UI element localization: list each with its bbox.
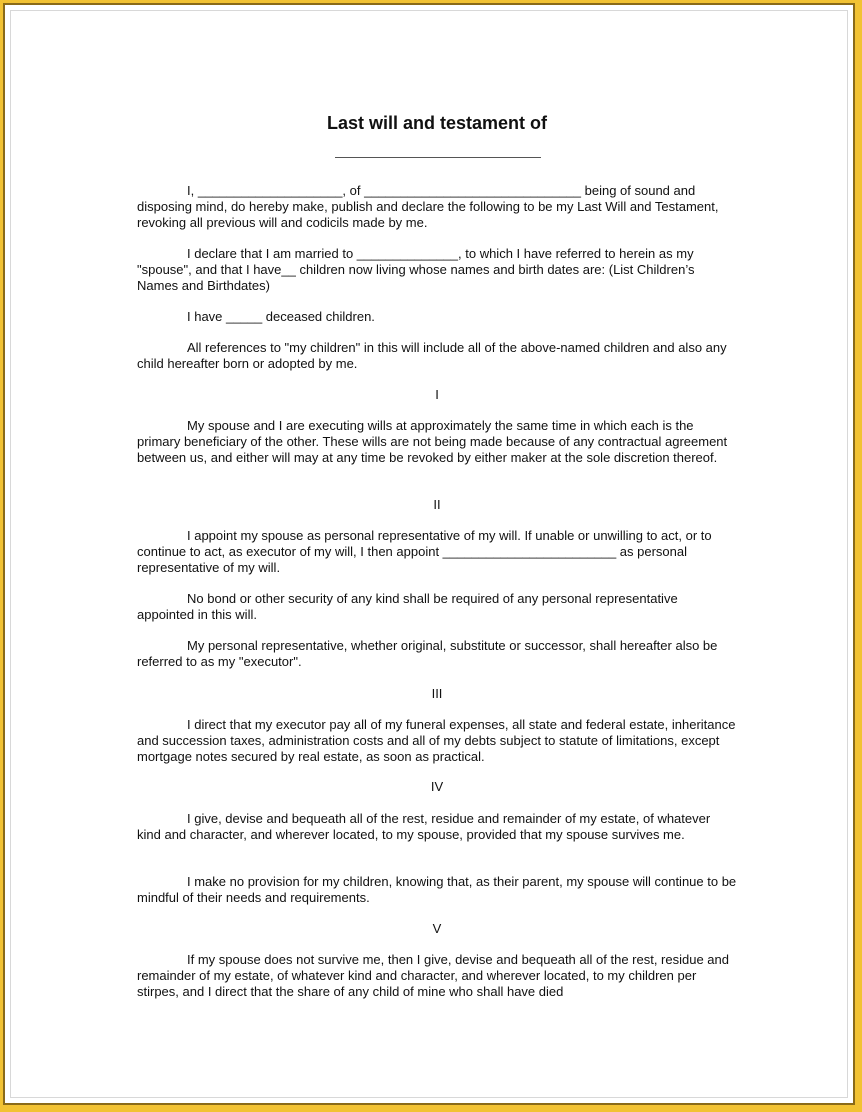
paragraph-bequest-spouse: I give, devise and bequeath all of the rest, residue and remainder of my estate, of whatever kind and character, and wherever located, to my spouse, provided that my spouse survives me. [137,811,711,842]
paragraph-executor-definition: My personal representative, whether original, substitute or successor, shall hereafter also be referred to as my "executor". [137,638,718,669]
paragraph-expenses: I direct that my executor pay all of my funeral expenses, all state and federal estate, inheritance and succession taxes, administration costs and all of my debts subject to statute of limitations, except mortgage notes secured by real estate, as soon as practical. [137,717,736,764]
paragraph-children-provision: I make no provision for my children, knowing that, as their parent, my spouse will continue to be mindful of their needs and requirements. [137,874,737,905]
section-heading-i: I [435,387,439,402]
section-heading-v: V [432,921,442,936]
document-frame [3,3,855,1105]
section-heading-iii: III [431,686,443,701]
paragraph-bequest-children: If my spouse does not survive me, then I give, devise and bequeath all of the rest, residue and remainder of my estate, of whatever kind and character, and wherever located, to my children per stirpes, and I direct that the share of any child of mine who shall have died [137,952,729,999]
section-heading-ii: II [433,497,441,512]
paragraph-references: All references to "my children" in this will include all of the above-named children and also any child hereafter born or adopted by me. [137,340,727,371]
name-blank-line [335,157,541,158]
paragraph-no-bond: No bond or other security of any kind shall be required of any personal representative appointed in this will. [137,591,678,622]
paragraph-mutual-wills: My spouse and I are executing wills at approximately the same time in which each is the primary beneficiary of the other. These wills are not being made because of any contractual agreement between us, and either will may at any time be revoked by either maker at the sole discretion thereof. [137,418,728,465]
paragraph-appoint-representative: I appoint my spouse as personal representative of my will. If unable or unwilling to act, or to continue to act, as executor of my will, I then appoint ________________________ as personal representative of my will. [137,528,712,575]
paragraph-marriage: I declare that I am married to ______________, to which I have referred to herein as my "spouse", and that I have__ children now living whose names and birth dates are: (List Children’s Names and Birthdates) [137,246,695,293]
document-title: Last will and testament of [326,113,548,133]
paragraph-declaration: I, ____________________, of ______________________________ being of sound and disposing mind, do hereby make, publish and declare the following to be my Last Will and Testament, revoking all previous will and codicils made by me. [137,183,719,230]
paragraph-deceased-children: I have _____ deceased children. [187,309,375,324]
document-page [10,10,848,1098]
section-heading-iv: IV [430,779,444,794]
